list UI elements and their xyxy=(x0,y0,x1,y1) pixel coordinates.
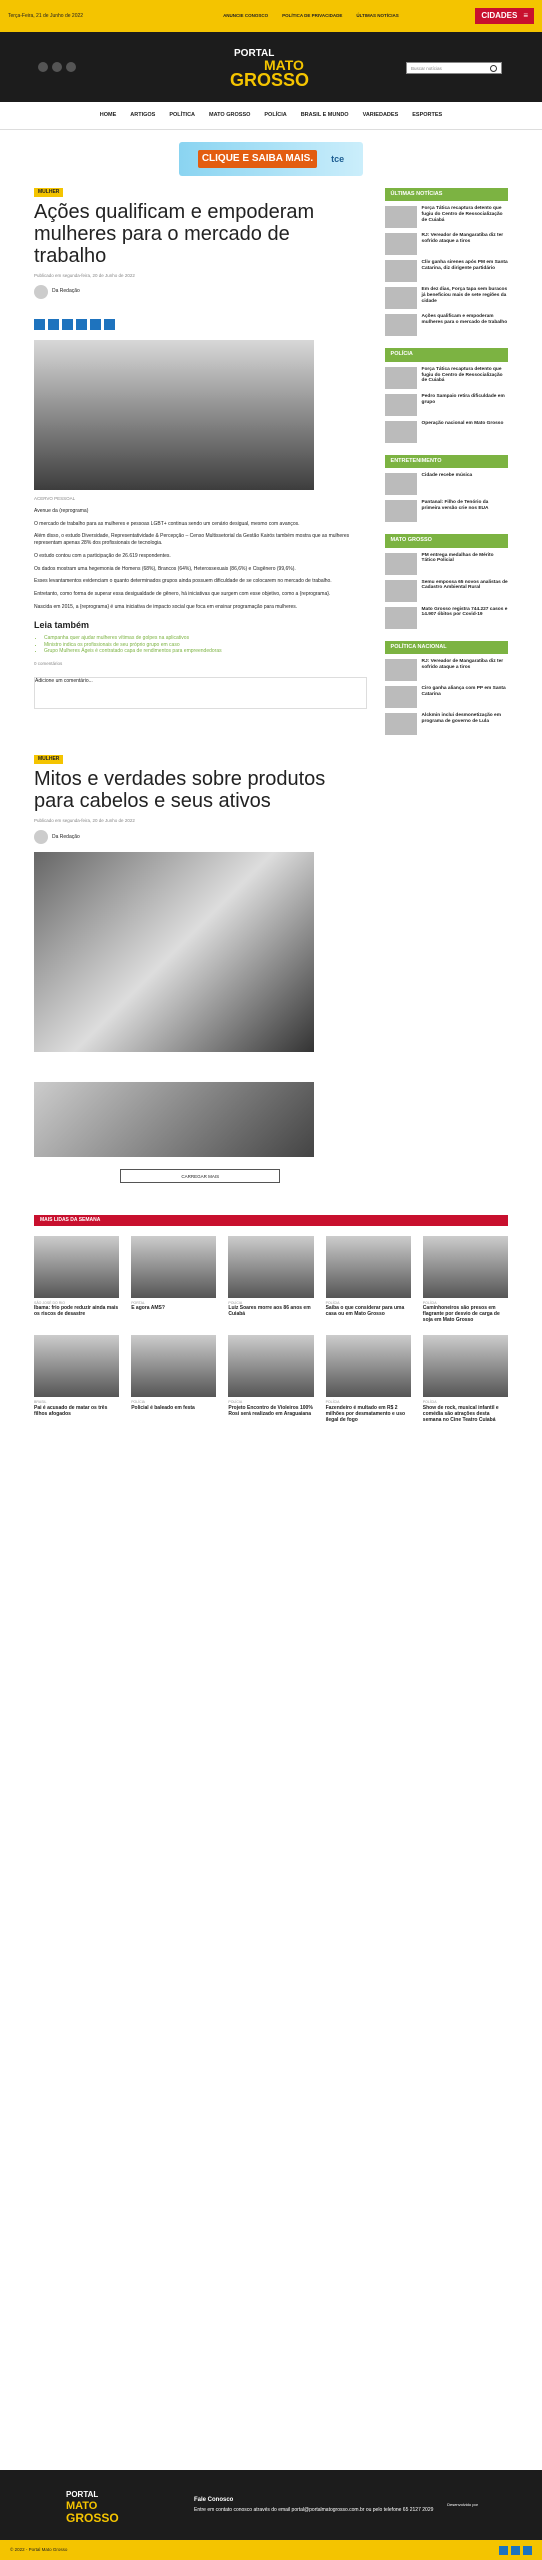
sidebar-news-item[interactable] xyxy=(385,206,508,228)
news-headline: Em dez dias, Força tapa sem buracos já beneficiou mais de sete regiões da cidade xyxy=(421,287,508,304)
read-also-title: Leia também xyxy=(34,619,90,630)
news-thumbnail xyxy=(385,473,417,495)
news-thumbnail xyxy=(385,287,417,309)
news-headline: Pai é acusado de matar os três filhos afogados xyxy=(34,1405,108,1418)
nav-brasil-mundo[interactable]: BRASIL E MUNDO xyxy=(300,111,349,118)
most-read-item[interactable] xyxy=(131,1236,216,1324)
sidebar-news-item[interactable] xyxy=(385,553,508,575)
sidebar-section-title: MATO GROSSO xyxy=(385,534,508,547)
news-headline: Policial é baleado em festa xyxy=(131,1405,195,1412)
site-logo[interactable] xyxy=(224,42,312,92)
read-also-link[interactable]: • Grupo Mulheres Ágeis é contratado capa de rendimentos para empreendedoras xyxy=(44,648,367,655)
link-ultimas[interactable]: ÚLTIMAS NOTÍCIAS xyxy=(356,12,399,18)
nav-esportes[interactable]: ESPORTES xyxy=(412,111,443,118)
search-icon[interactable] xyxy=(490,65,497,72)
instagram-icon[interactable] xyxy=(52,62,62,72)
sidebar-news-item[interactable] xyxy=(385,233,508,255)
news-headline: Cliv ganha sirenes após PM em Santa Catarina, diz dirigente partidário xyxy=(421,260,508,272)
most-read-item[interactable] xyxy=(34,1335,119,1423)
news-thumbnail xyxy=(385,394,417,416)
ad-logo: tce xyxy=(331,153,345,164)
news-headline: Mato Grosso registra 744.227 casos e 14.907 óbitos por Covid-19 xyxy=(421,606,508,618)
read-also-list xyxy=(34,635,367,655)
news-tag: POLÍCIA xyxy=(422,1300,437,1305)
article-2-photo xyxy=(34,852,314,1052)
cidades-button[interactable] xyxy=(475,8,534,25)
comment-count: 0 comentários xyxy=(34,661,63,667)
news-headline: Fazendeiro é multado em R$ 2 milhões por desmatamento e uso ilegal de fogo xyxy=(325,1405,406,1424)
read-also-link[interactable]: • Ministro indica os profissionais de seu próprio grupo em caso xyxy=(44,642,367,649)
article-column xyxy=(34,176,367,1195)
article-photo xyxy=(34,340,314,490)
news-thumbnail xyxy=(131,1236,216,1298)
news-thumbnail xyxy=(385,367,417,389)
news-thumbnail xyxy=(228,1335,313,1397)
news-thumbnail xyxy=(385,686,417,708)
facebook-icon[interactable] xyxy=(499,2546,508,2555)
news-headline: Saiba o que considerar para uma casa ou em Mato Grosso xyxy=(325,1305,405,1318)
article-date: Publicado em segunda-feira, 20 de Junho de 2022 xyxy=(34,272,135,278)
sidebar-section-title: POLÍTICA NACIONAL xyxy=(385,641,508,654)
news-headline: Operação nacional em Mato Grosso xyxy=(421,420,504,426)
news-tag: POLÍCIA xyxy=(228,1400,243,1405)
paragraph: Os dados mostram uma hegemonia de Homens (68%), Brancos (64%), Heterossexuais (86,6%) e Cisgênero (99,6%). xyxy=(34,565,296,572)
sidebar-news-item[interactable] xyxy=(385,607,508,629)
nav-home[interactable]: HOME xyxy=(99,111,117,118)
news-headline: E agora AMS? xyxy=(131,1305,165,1312)
nav-politica[interactable]: POLÍTICA xyxy=(169,111,196,118)
news-thumbnail xyxy=(228,1236,313,1298)
most-read-item[interactable] xyxy=(423,1236,508,1324)
article-2-date: Publicado em segunda-feira, 20 de Junho de 2022 xyxy=(34,817,135,823)
twitter-icon[interactable] xyxy=(511,2546,520,2555)
sidebar-news-item[interactable] xyxy=(385,686,508,708)
paragraph: O estudo contou com a participação de 26.619 respondentes. xyxy=(34,552,171,559)
more-share-icon[interactable] xyxy=(104,319,115,330)
news-thumbnail xyxy=(385,659,417,681)
news-thumbnail xyxy=(423,1236,508,1298)
copyright: © 2022 - Portal Mato Grosso xyxy=(10,2546,68,2552)
news-thumbnail xyxy=(326,1335,411,1397)
news-thumbnail xyxy=(34,1236,119,1298)
news-headline: PM entrega medalhas de Mérito Tático Policial xyxy=(421,552,494,564)
whatsapp-share-icon[interactable] xyxy=(62,319,73,330)
news-headline: Projeto Encontro de Violeiros 100% Rosi será realizado em Araguaiana xyxy=(228,1405,313,1418)
news-tag: SÃO JOSÉ DO RIO xyxy=(34,1300,65,1305)
paragraph: Entretanto, como forma de superar essa desigualdade de gênero, há iniciativas que surgem com esse objetivo, como a {reprograma}. xyxy=(34,591,331,598)
news-thumbnail xyxy=(34,1335,119,1397)
search-placeholder: Buscar notícias xyxy=(411,66,442,71)
nav-artigos[interactable]: ARTIGOS xyxy=(130,111,156,118)
news-headline: Ciro ganha aliança com PP em Santa Catarina xyxy=(421,686,506,697)
youtube-icon[interactable] xyxy=(66,62,76,72)
sidebar-news-item[interactable] xyxy=(385,287,508,309)
main-nav xyxy=(0,102,542,130)
news-thumbnail xyxy=(385,421,417,443)
news-headline: Cidade recebe música xyxy=(421,473,473,479)
news-thumbnail xyxy=(385,314,417,336)
email-share-icon[interactable] xyxy=(90,319,101,330)
news-headline: Luiz Soares morre aos 86 anos em Cuiabá xyxy=(228,1305,311,1318)
paragraph: Esses levantamentos evidenciam o quanto determinados grupos ainda possuem dificuldade de se colocarem no mercado de trabalho. xyxy=(34,578,332,585)
ad-cta: CLIQUE E SAIBA MAIS. xyxy=(198,150,317,168)
avatar xyxy=(34,285,48,299)
news-headline: Pantanal: Filho de Tenório da primeira versão crie nos EUA xyxy=(421,500,489,512)
read-also-link[interactable]: • Campanha quer ajudar mulheres vítimas de golpes na aplicativos xyxy=(44,635,367,642)
article-2-title[interactable]: Mitos e verdades sobre produtos para cabelos e seus ativos xyxy=(34,767,326,812)
search-input[interactable] xyxy=(406,62,502,74)
site-header xyxy=(0,32,542,102)
sidebar-news-item[interactable] xyxy=(385,367,508,389)
news-tag: POLÍCIA xyxy=(422,1400,437,1405)
news-headline: Força Tática recaptura detento que fugiu do Centro de Ressocialização de Cuiabá xyxy=(421,366,503,384)
article-2-photo-2 xyxy=(34,1082,314,1157)
news-headline: Força Tática recaptura detento que fugiu do Centro de Ressocialização de Cuiabá xyxy=(421,206,503,223)
most-read-item[interactable] xyxy=(228,1335,313,1423)
news-thumbnail xyxy=(385,713,417,735)
most-read-item[interactable] xyxy=(34,1236,119,1324)
news-headline: Ibama: frio pode reduzir ainda mais os riscos de desastre xyxy=(34,1305,119,1318)
top-bar xyxy=(0,0,542,32)
article-title: Ações qualificam e empoderam mulheres para o mercado de trabalho xyxy=(34,200,315,267)
nav-mato-grosso[interactable]: MATO GROSSO xyxy=(209,111,251,118)
news-thumbnail xyxy=(385,206,417,228)
news-headline: RJ: Vereador de Mangaratiba diz ter sofrido ataque a tiros xyxy=(421,233,504,245)
news-thumbnail xyxy=(385,553,417,575)
news-headline: Pedro Sampaio retira dificuldade em grupo xyxy=(421,393,505,405)
footer-logo[interactable] xyxy=(64,2485,134,2525)
nav-variedades[interactable]: VARIEDADES xyxy=(362,111,399,118)
developer-credit: Desenvolvido por xyxy=(447,2502,478,2508)
category-badge[interactable]: MULHER xyxy=(34,188,63,197)
comment-input[interactable] xyxy=(34,677,367,709)
svg-text:GROSSO: GROSSO xyxy=(230,70,310,90)
menu-icon: ≡ xyxy=(523,10,528,20)
news-tag: POLÍCIA xyxy=(325,1400,340,1405)
sidebar-news-item[interactable] xyxy=(385,421,508,443)
footer-text: Entre em contato conosco através do email portal@portalmatogrosso.com.br ou pelo telefone 65 2127 2029 xyxy=(194,2507,434,2514)
news-thumbnail xyxy=(423,1335,508,1397)
sidebar-news-item[interactable] xyxy=(385,500,508,522)
news-tag: POLÍCIA xyxy=(228,1300,243,1305)
linkedin-share-icon[interactable] xyxy=(76,319,87,330)
author-name: Da Redação xyxy=(52,288,80,295)
svg-text:MATO: MATO xyxy=(264,57,304,73)
news-tag: BRASIL xyxy=(34,1400,47,1405)
bottom-bar xyxy=(0,2540,542,2560)
facebook-share-icon[interactable] xyxy=(34,319,45,330)
sidebar-news-item[interactable] xyxy=(385,580,508,602)
most-read-item[interactable] xyxy=(326,1236,411,1324)
facebook-icon[interactable] xyxy=(38,62,48,72)
svg-text:PORTAL: PORTAL xyxy=(234,48,275,59)
nav-policia[interactable]: POLÍCIA xyxy=(264,111,287,118)
cidades-label: CIDADES xyxy=(481,10,518,20)
footer xyxy=(0,2470,542,2540)
svg-text:PORTAL: PORTAL xyxy=(66,2490,99,2499)
link-anuncie[interactable]: ANUNCIE CONOSCO xyxy=(223,12,269,18)
sidebar-news-item[interactable] xyxy=(385,713,508,735)
paragraph: Avenue da (reprograma) xyxy=(34,507,89,514)
news-headline: Ações qualificam e empoderam mulheres para o mercado de trabalho xyxy=(421,314,508,326)
news-thumbnail xyxy=(131,1335,216,1397)
sidebar-section-title: POLÍCIA xyxy=(385,348,508,361)
news-thumbnail xyxy=(326,1236,411,1298)
article-2 xyxy=(34,743,367,1183)
news-thumbnail xyxy=(385,500,417,522)
most-read-grid xyxy=(0,1226,542,1423)
instagram-icon[interactable] xyxy=(523,2546,532,2555)
footer-title: Fale Conosco xyxy=(194,2497,234,2504)
news-thumbnail xyxy=(385,260,417,282)
date: Terça-Feira, 21 de Junho de 2022 xyxy=(8,12,84,19)
sidebar-news-item[interactable] xyxy=(385,473,508,495)
sidebar-news-item[interactable] xyxy=(385,659,508,681)
sidebar-news-item[interactable] xyxy=(385,260,508,282)
category-badge[interactable]: MULHER xyxy=(34,755,63,764)
most-read-item[interactable] xyxy=(228,1236,313,1324)
sidebar-news-item[interactable] xyxy=(385,394,508,416)
photo-caption: ACERVO PESSOAL xyxy=(34,495,76,501)
most-read-item[interactable] xyxy=(131,1335,216,1423)
sidebar-section-title: ENTRETENIMENTO xyxy=(385,455,508,468)
news-tag: POLÍCIA xyxy=(131,1400,145,1405)
most-read-item[interactable] xyxy=(326,1335,411,1423)
news-headline: Caminhoneiros são presos em flagrante por desvio de carga de soja em Mato Grosso xyxy=(422,1305,500,1324)
paragraph: O mercado de trabalho para as mulheres e pessoas LGBT+ continua sendo um cenário desigual, mesmo com avanços. xyxy=(34,520,300,527)
load-more-button[interactable]: CARREGAR MAIS xyxy=(120,1169,280,1183)
avatar xyxy=(34,830,48,844)
comment-placeholder: Adicione um comentário... xyxy=(35,678,93,685)
news-tag: PORTAL xyxy=(131,1300,145,1305)
article-body xyxy=(34,508,367,611)
news-headline: Semu empossa 65 novos analistas de Cadastro Ambiental Rural xyxy=(421,579,508,591)
sidebar xyxy=(385,176,508,1195)
paragraph: Além disso, o estudo Diversidade, Representatividade & Percepção – Censo Multissetorial da Gestão Kairós também mostra que as mulheres representam apenas 28% dos profissionais de tecnologia. xyxy=(34,533,350,547)
sidebar-news-item[interactable] xyxy=(385,314,508,336)
link-privacidade[interactable]: POLÍTICA DE PRIVACIDADE xyxy=(282,12,343,18)
news-headline: Alckmin inclui desmonetização em programa de governo de Lula xyxy=(421,713,501,724)
author-name: Da Redação xyxy=(52,833,80,840)
news-thumbnail xyxy=(385,607,417,629)
most-read-title: MAIS LIDAS DA SEMANA xyxy=(34,1215,508,1226)
share-bar xyxy=(34,319,367,330)
most-read-item[interactable] xyxy=(423,1335,508,1423)
twitter-share-icon[interactable] xyxy=(48,319,59,330)
news-headline: Show de rock, musical infantil e comédia são atrações desta semana no Cine Teatro Cuiabá xyxy=(422,1405,499,1424)
svg-text:GROSSO: GROSSO xyxy=(66,2511,119,2525)
sidebar-section-title: ÚLTIMAS NOTÍCIAS xyxy=(385,188,508,201)
news-thumbnail xyxy=(385,580,417,602)
news-thumbnail xyxy=(385,233,417,255)
news-tag: POLÍCIA xyxy=(325,1300,340,1305)
ad-banner[interactable] xyxy=(179,142,363,176)
svg-text:MATO: MATO xyxy=(66,2500,98,2512)
paragraph: Nascida em 2015, a {reprograma} é uma iniciativa de impacto social que foca em ensinar programação para mulheres. xyxy=(34,603,298,610)
news-headline: RJ: Vereador de Mangaratiba diz ter sofrido ataque a tiros xyxy=(421,659,504,670)
